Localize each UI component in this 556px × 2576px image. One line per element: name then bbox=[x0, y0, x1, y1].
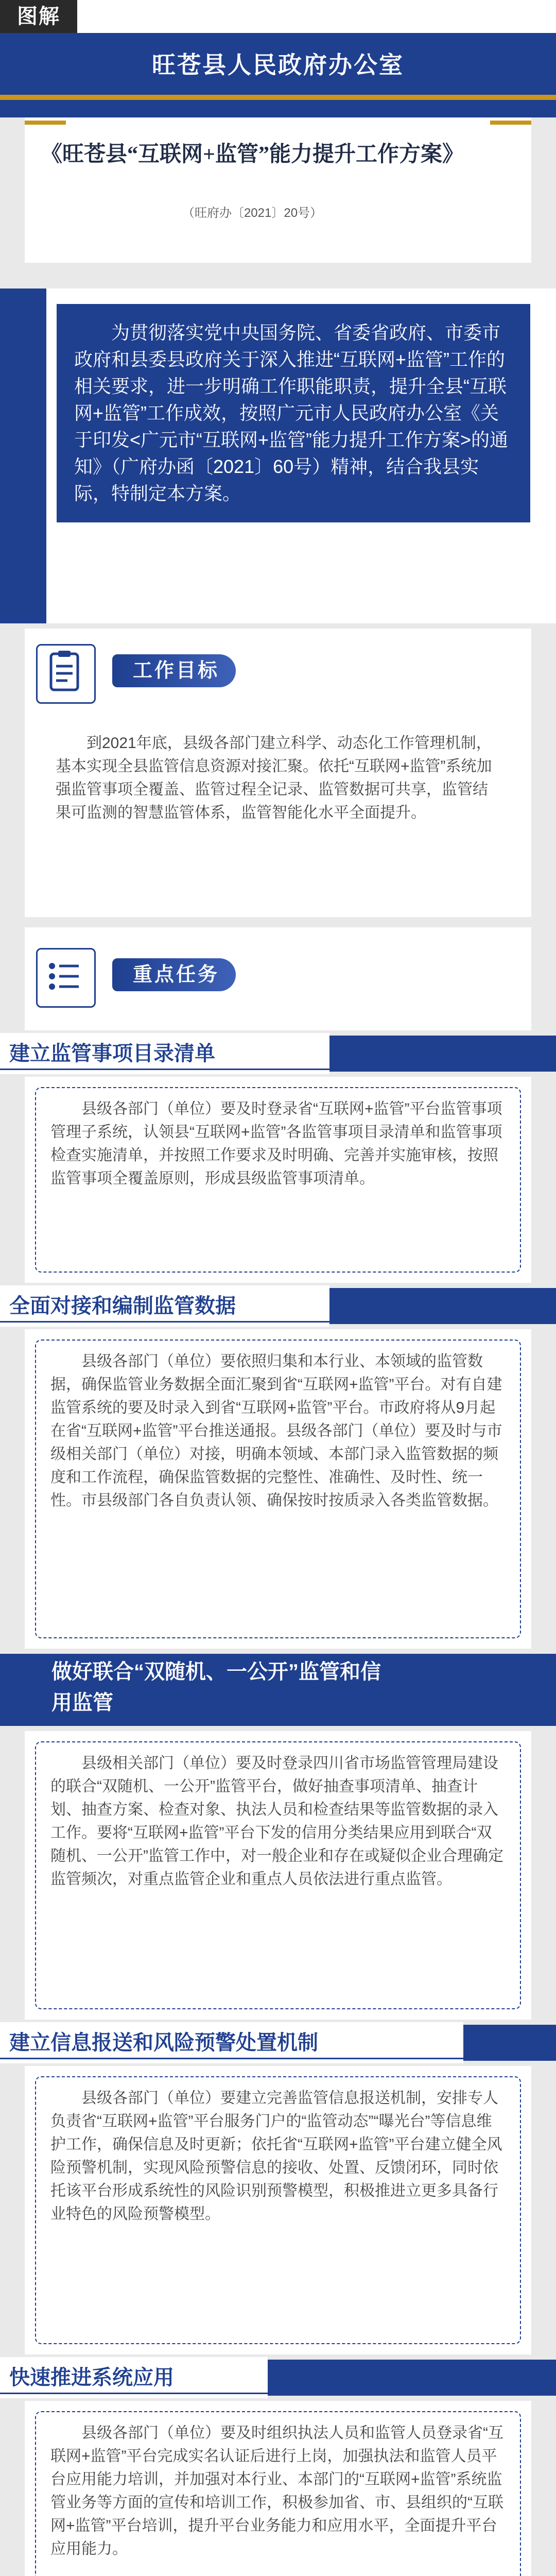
list-icon bbox=[36, 948, 96, 1008]
header-banner bbox=[0, 33, 556, 117]
task-1-text: 县级各部门（单位）要及时登录省“互联网+监管”平台监管事项管理子系统，认领县“互联网+监管”各监管事项目录清单和监管事项检查实施清单，并按照工作要求及时明确、完善并实施审核，按照监管事项全覆盖原则，形成县级监管事项清单。 bbox=[50, 1100, 502, 1187]
task-3-heading: 做好联合“双随机、一公开”监管和信用监管 bbox=[51, 1660, 381, 1714]
top-bar bbox=[0, 0, 556, 33]
task-4-text: 县级各部门（单位）要建立完善监管信息报送机制，安排专人负责省“互联网+监管”平台服务门户的“监管动态”“曝光台”等信息维护工作，确保信息及时更新；依托省“互联网+监管”平台建立健全风险预警机制，实现风险预警信息的接收、处置、反馈闭环，同时依托该平台形成系统性的风险识别预警模型，积极推进立更多具备行业特色的风险预警模型。 bbox=[50, 2090, 502, 2223]
goal-card bbox=[25, 629, 531, 917]
task-1-card bbox=[25, 1077, 531, 1283]
task-5-card bbox=[25, 2401, 531, 2576]
clipboard-icon bbox=[36, 644, 96, 704]
document-title: 《旺苍县“互联网+监管”能力提升工作方案》 bbox=[41, 143, 464, 166]
gold-decoration bbox=[490, 121, 531, 125]
task-2-card bbox=[25, 1329, 531, 1649]
tasks-tag: 重点任务 bbox=[112, 958, 236, 991]
task-5-heading: 快速推进系统应用 bbox=[0, 2357, 268, 2398]
goal-text: 到2021年底，县级各部门建立科学、动态化工作管理机制，基本实现全县监管信息资源对接汇聚。依托“互联网+监管”系统加强监管事项全覆盖、监管过程全记录、监管数据可共享，监管结果可监测的智慧监管体系，监管智能化水平全面提升。 bbox=[56, 735, 492, 821]
lead-side-bar bbox=[0, 289, 46, 623]
office-name: 旺苍县人民政府办公室 bbox=[152, 52, 404, 78]
header-gold-stripe bbox=[0, 95, 556, 100]
task-4-card bbox=[25, 2066, 531, 2354]
tasks-tag-card bbox=[25, 927, 531, 1030]
task-3-card bbox=[25, 1731, 531, 2020]
gold-decoration bbox=[25, 121, 66, 125]
task-2-heading: 全面对接和编制监管数据 bbox=[0, 1285, 329, 1327]
task-2-text: 县级各部门（单位）要依照归集和本行业、本领域的监管数据，确保监管业务数据全面汇聚到省“互联网+监管”平台。对有自建监管系统的要及时录入到省“互联网+监管”平台。市政府将从9月起在省“互联网+监管”平台推送通报。县级各部门（单位）要及时与市级相关部门（单位）对接，明确本领域、本部门录入监管数据的频度和工作流程，确保监管数据的完整性、准确性、及时性、统一性。市县级部门各自负责认领、确保按时按质录入各类监管数据。 bbox=[50, 1353, 502, 1509]
goal-tag: 工作目标 bbox=[112, 654, 236, 687]
document-number: （旺府办〔2021〕20号） bbox=[182, 206, 323, 220]
task-1-heading: 建立监管事项目录清单 bbox=[0, 1033, 329, 1074]
task-5-text: 县级各部门（单位）要及时组织执法人员和监管人员登录省“互联网+监管”平台完成实名认证后进行上岗，加强执法和监管人员平台应用能力培训，并加强对本行业、本部门的“互联网+监管”系统监管业务等方面的宣传和培训工作，积极参加省、市、县组织的“互联网+监管”平台培训，提升平台业务能力和应用水平，全面提升平台应用能力。 bbox=[50, 2425, 503, 2557]
lead-paragraph: 为贯彻落实党中央国务院、省委省政府、市委市政府和县委县政府关于深入推进“互联网+监管”工作的相关要求，进一步明确工作职能职责，提升全县“互联网+监管”工作成效，按照广元市人民政府办公室《关于印发<广元市“互联网+监管”能力提升工作方案>的通知》（广府办函〔2021〕60号）精神，结合我县实际，特制定本方案。 bbox=[57, 304, 530, 522]
task-3-text: 县级相关部门（单位）要及时登录四川省市场监管管理局建设的联合“双随机、一公开”监管平台，做好抽查事项清单、抽查计划、抽查方案、检查对象、执法人员和检查结果等监管数据的录入工作。要将“互联网+监管”平台下发的信用分类结果应用到联合“双随机、一公开”监管工作中，对一般企业和存在或疑似企业合理确定监管频次，对重点监管企业和重点人员依法进行重点监管。 bbox=[50, 1755, 503, 1888]
task-4-heading: 建立信息报送和风险预警处置机制 bbox=[0, 2022, 463, 2063]
illustration-tag: 图解 bbox=[0, 0, 77, 33]
